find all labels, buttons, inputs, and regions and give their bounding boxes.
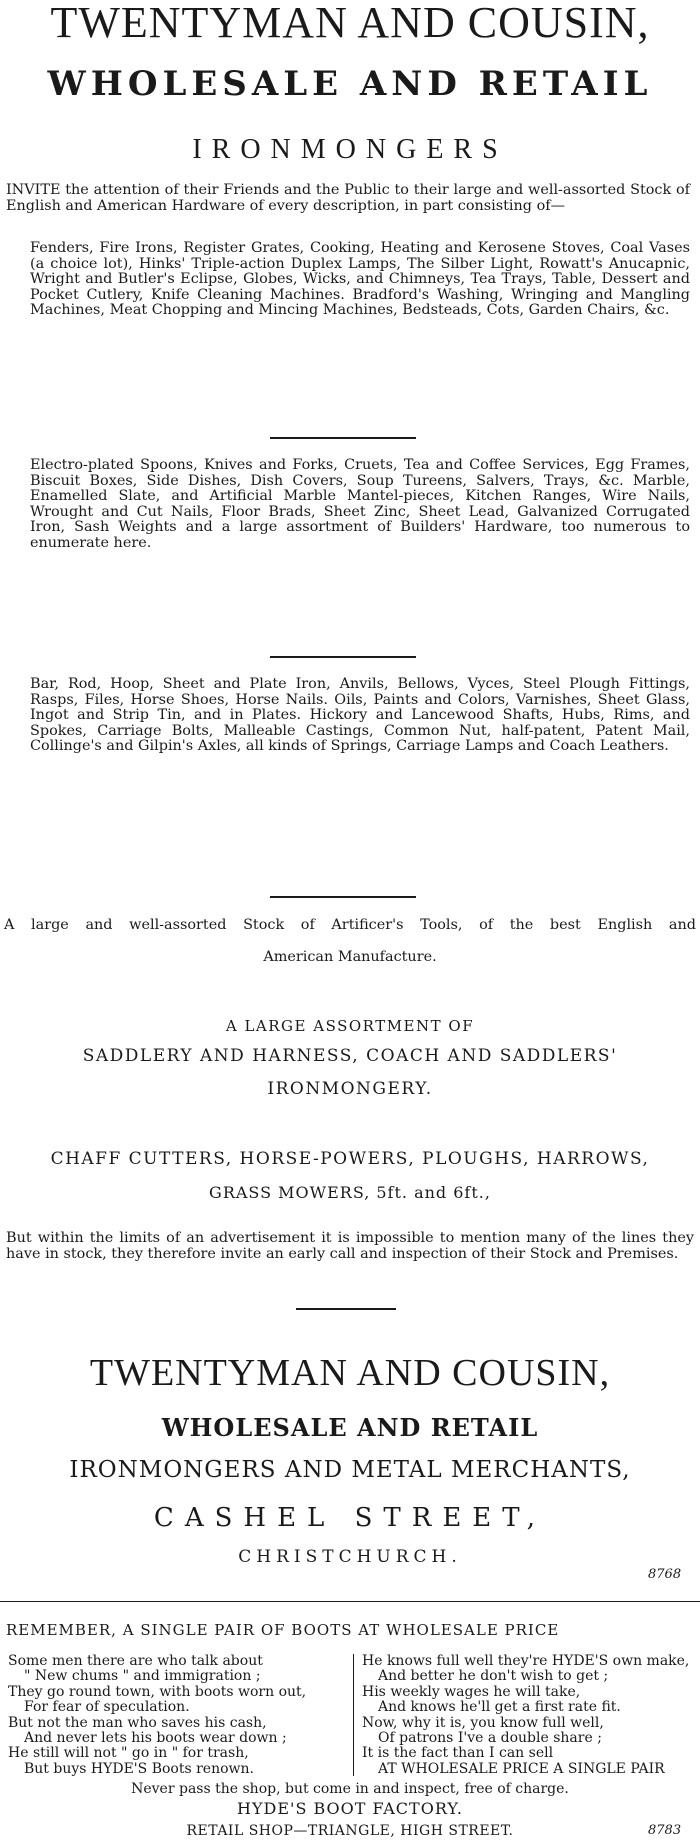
verse-column-divider — [353, 1654, 354, 1776]
divider-rule — [296, 1308, 396, 1310]
divider-rule — [270, 896, 416, 898]
ad1-closing: But within the limits of an advertisement it is impossible to mention many of the lines they have in stock, they therefore invite an early call and inspection of their Stock and Premises. — [6, 1230, 694, 1262]
ad1-para3-block — [30, 677, 690, 755]
verse-line: He knows full well they're HYDE'S own make, — [362, 1653, 690, 1669]
verse-line: For fear of speculation. — [24, 1699, 190, 1716]
ad1-subtitle: WHOLESALE AND RETAIL — [47, 64, 653, 104]
verse-line: His weekly wages he will take, — [362, 1683, 581, 1700]
ad1-chaff-2: GRASS MOWERS, 5ft. and 6ft., — [209, 1183, 491, 1202]
ad1-saddlery-1: A LARGE ASSORTMENT OF — [225, 1017, 475, 1035]
verse-line: He still will not " go in " for trash, — [8, 1745, 249, 1762]
ad2-line3: IRONMONGERS AND METAL MERCHANTS, — [69, 1457, 631, 1483]
verse-line: And better he don't wish to get ; — [378, 1668, 609, 1685]
verse-line: Of patrons I've a double share ; — [378, 1730, 602, 1747]
ad1-trade: IRONMONGERS — [192, 134, 508, 165]
verse-line: And knows he'll get a first rate fit. — [378, 1699, 621, 1716]
ad1-tools-line1: A large and well-assorted Stock of Artificer's Tools, of the best English and — [4, 917, 696, 933]
ad1-intro-block — [6, 183, 690, 214]
ad1-title: TWENTYMAN AND COUSIN, — [50, 0, 650, 47]
ad1-para2: Electro-plated Spoons, Knives and Forks, Cruets, Tea and Coffee Services, Egg Frames, Biscuit Boxes, Side Dishes, Dish Covers, Soup Tureens, Salvers, Trays, &c. Marble, Enamelled Slate, and Artificial Marble Mantel-pieces, Kitchen Ranges, Wire Nails, Wrought and Cut Nails, Floor Brads, Sheet Zinc, Sheet Lead, Galvanized Corrugated Iron, Sash Weights and a large assortment of Builders' Hardware, too numerous to enumerate here. — [30, 457, 690, 551]
ad3-invite: Never pass the shop, but come in and inspect, free of charge. — [131, 1781, 569, 1797]
ad2-line4: CASHEL STREET, — [153, 1503, 547, 1533]
ad2-line5: CHRISTCHURCH. — [238, 1547, 462, 1567]
verse-line: They go round town, with boots worn out, — [8, 1683, 307, 1700]
ad1-saddlery-2: SADDLERY AND HARNESS, COACH AND SADDLERS' — [82, 1046, 618, 1066]
ad2-reference: 8768 — [648, 1567, 682, 1582]
ad1-para1: Fenders, Fire Irons, Register Grates, Cooking, Heating and Kerosene Stoves, Coal Vases (a choice lot), Hinks' Triple-action Duplex Lamps, The Silber Light, Rowatt's Anucapnic, Wright and Butler's Eclipse, Globes, Wicks, and Chimneys, Tea Trays, Table, Dessert and Pocket Cutlery, Knife Cleaning Machines. Bradford's Washing, Wringing and Mangling Machines, Meat Chopping and Mincing Machines, Bedsteads, Cots, Garden Chairs, &c. — [30, 240, 690, 319]
verse-line: And never lets his boots wear down ; — [24, 1730, 287, 1747]
ad1-closing-block — [6, 1231, 694, 1262]
verse-line: But not the man who saves his cash, — [8, 1714, 267, 1731]
verse-line: It is the fact than I can sell — [362, 1745, 554, 1762]
ad1-chaff-1: CHAFF CUTTERS, HORSE-POWERS, PLOUGHS, HARROWS, — [50, 1149, 650, 1169]
ad3-verse-right — [362, 1654, 698, 1777]
ad1-para2-block — [30, 458, 690, 552]
verse-line: But buys HYDE'S Boots renown. — [24, 1760, 254, 1777]
ad1-intro: INVITE the attention of their Friends and the Public to their large and well-assorted Stock of English and American Hardware of every description, in part consisting of— — [6, 182, 690, 214]
ad3-retail: RETAIL SHOP—TRIANGLE, HIGH STREET. — [186, 1823, 514, 1839]
ad3-headline: REMEMBER, A SINGLE PAIR OF BOOTS AT WHOLESALE PRICE — [6, 1621, 560, 1639]
divider-rule — [270, 437, 416, 439]
ad2-line2: WHOLESALE AND RETAIL — [161, 1413, 539, 1442]
verse-line: AT WHOLESALE PRICE A SINGLE PAIR — [378, 1760, 665, 1777]
ad3-verse-left — [8, 1654, 348, 1777]
ad1-saddlery-3: IRONMONGERY. — [267, 1079, 433, 1099]
divider-rule — [270, 656, 416, 658]
ad2-title: TWENTYMAN AND COUSIN, — [89, 1352, 611, 1394]
ad3-reference: 8783 — [648, 1823, 682, 1838]
ad1-para3: Bar, Rod, Hoop, Sheet and Plate Iron, Anvils, Bellows, Vyces, Steel Plough Fittings, Rasps, Files, Horse Shoes, Horse Nails. Oils, Paints and Colors, Varnishes, Sheet Glass, Ingot and Strip Tin, and in Plates. Hickory and Lancewood Shafts, Hubs, Rims, and Spokes, Carriage Bolts, Malleable Castings, Common Nut, half-patent, Patent Mail, Collinge's and Gilpin's Axles, all kinds of Springs, Carriage Lamps and Coach Leathers. — [30, 676, 690, 755]
section-rule — [0, 1601, 700, 1602]
verse-line: " New chums " and immigration ; — [24, 1668, 261, 1685]
ad3-factory: HYDE'S BOOT FACTORY. — [237, 1799, 463, 1818]
verse-line: Some men there are who talk about — [8, 1653, 263, 1669]
verse-line: Now, why it is, you know full well, — [362, 1714, 604, 1731]
ad1-para1-block — [30, 241, 690, 319]
ad1-tools-line2: American Manufacture. — [263, 949, 437, 965]
